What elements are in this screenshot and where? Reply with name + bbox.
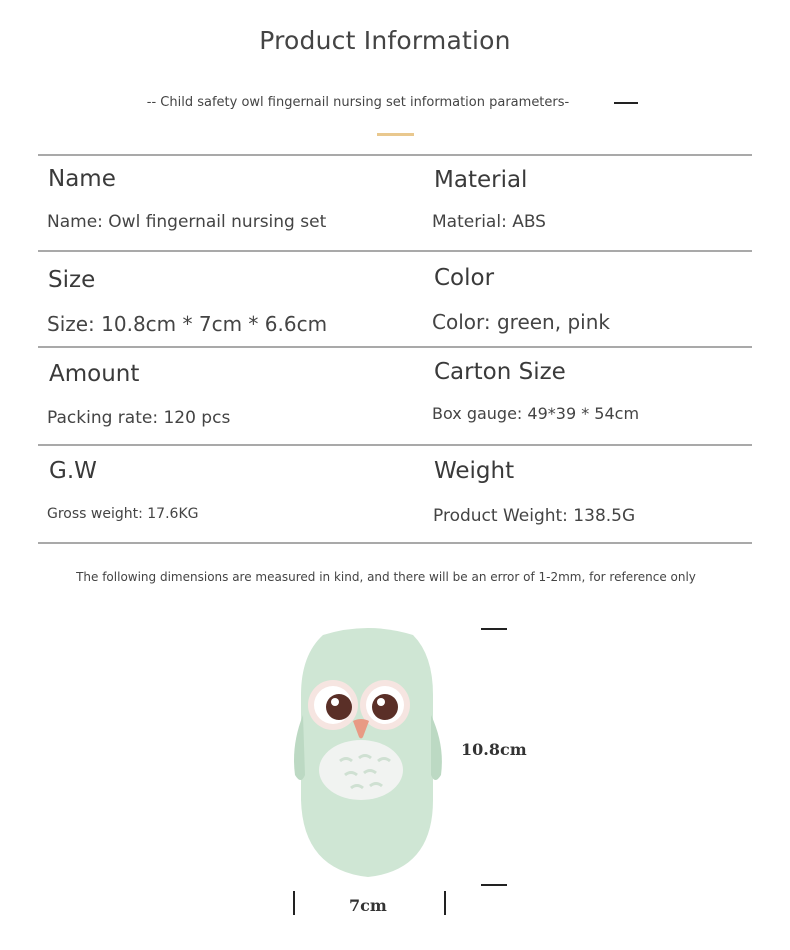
width-right-tick bbox=[444, 891, 446, 915]
spec-value-size: Size: 10.8cm * 7cm * 6.6cm bbox=[47, 312, 328, 336]
spec-value-gross-weight: Gross weight: 17.6KG bbox=[47, 506, 199, 522]
height-bottom-tick bbox=[481, 884, 507, 886]
spec-label-color: Color bbox=[434, 265, 495, 291]
spec-label-name: Name bbox=[48, 166, 116, 192]
table-rule bbox=[38, 346, 752, 348]
width-dimension-label: 7cm bbox=[349, 896, 387, 915]
subtitle-dash bbox=[614, 102, 638, 104]
spec-label-material: Material bbox=[434, 167, 528, 193]
spec-value-amount: Packing rate: 120 pcs bbox=[47, 408, 231, 428]
measurement-note: The following dimensions are measured in kind, and there will be an error of 1-2mm, for reference only bbox=[76, 570, 696, 584]
width-left-tick bbox=[293, 891, 295, 915]
spec-label-gross-weight: G.W bbox=[49, 458, 97, 484]
table-rule-bottom bbox=[38, 542, 752, 544]
height-top-tick bbox=[481, 628, 507, 630]
height-dimension-label: 10.8cm bbox=[461, 740, 527, 759]
page-title: Product Information bbox=[259, 26, 511, 55]
spec-value-name: Name: Owl fingernail nursing set bbox=[47, 212, 327, 232]
table-rule bbox=[38, 250, 752, 252]
table-rule-top bbox=[38, 154, 752, 156]
spec-label-size: Size bbox=[48, 267, 96, 293]
spec-label-weight: Weight bbox=[434, 458, 515, 484]
table-rule bbox=[38, 444, 752, 446]
spec-value-carton-size: Box gauge: 49*39 * 54cm bbox=[432, 404, 640, 423]
spec-value-color: Color: green, pink bbox=[432, 310, 610, 334]
spec-label-carton-size: Carton Size bbox=[434, 359, 566, 385]
spec-value-material: Material: ABS bbox=[432, 212, 546, 232]
accent-divider bbox=[377, 133, 414, 136]
owl-product-image bbox=[283, 625, 453, 883]
spec-value-weight: Product Weight: 138.5G bbox=[433, 506, 636, 526]
page-subtitle: -- Child safety owl fingernail nursing set information parameters- bbox=[146, 95, 570, 110]
spec-label-amount: Amount bbox=[49, 361, 140, 387]
